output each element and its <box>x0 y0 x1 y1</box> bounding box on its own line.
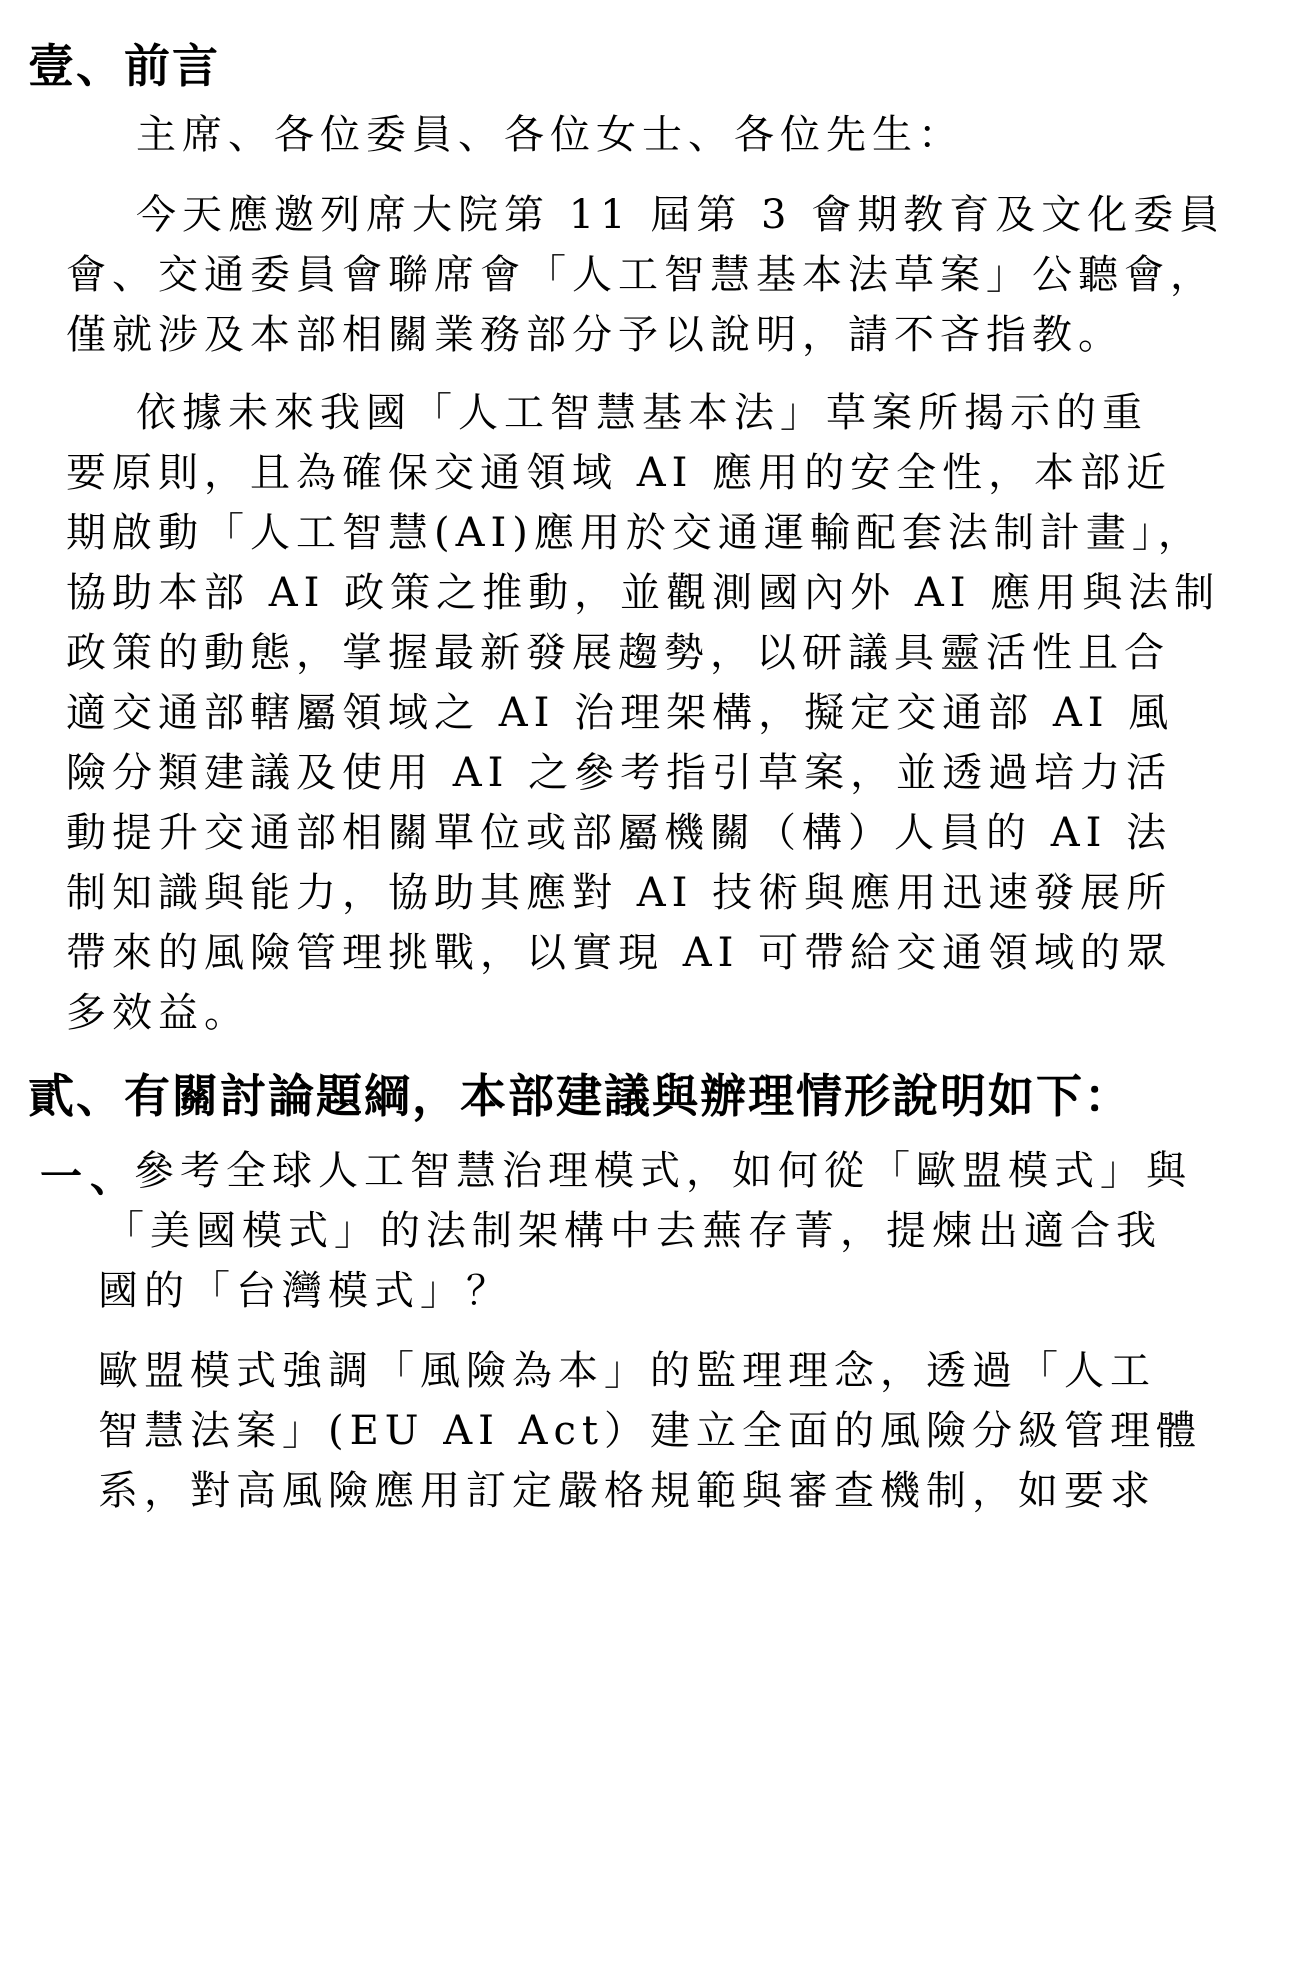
paragraph-line: 期啟動「人工智慧(AI)應用於交通運輸配套法制計畫」， <box>66 510 1204 556</box>
paragraph-line: 適交通部轄屬領域之 AI 治理架構，擬定交通部 AI 風 <box>66 690 1175 736</box>
item-question-line: 參考全球人工智慧治理模式，如何從「歐盟模式」與 <box>134 1148 1192 1194</box>
item-answer-line: 系，對高風險應用訂定嚴格規範與審查機制，如要求 <box>98 1468 1156 1514</box>
paragraph-line: 要原則，且為確保交通領域 AI 應用的安全性，本部近 <box>66 450 1173 496</box>
item-answer-line: 歐盟模式強調「風險為本」的監理理念，透過「人工 <box>98 1348 1156 1394</box>
section-2-heading: 貳、有關討論題綱，本部建議與辦理情形說明如下： <box>28 1069 1132 1123</box>
paragraph-line: 僅就涉及本部相關業務部分予以說明，請不吝指教。 <box>66 312 1124 358</box>
item-question-line: 國的「台灣模式」？ <box>98 1268 512 1314</box>
section-1-heading: 壹、前言 <box>28 39 220 93</box>
item-answer-line: 智慧法案」(EU AI Act）建立全面的風險分級管理體 <box>98 1408 1202 1454</box>
item-question-line: 「美國模式」的法制架構中去蕪存菁，提煉出適合我 <box>104 1208 1162 1254</box>
paragraph-line: 險分類建議及使用 AI 之參考指引草案，並透過培力活 <box>66 750 1173 796</box>
paragraph-line: 會、交通委員會聯席會「人工智慧基本法草案」公聽會， <box>66 252 1216 298</box>
paragraph-line: 動提升交通部相關單位或部屬機關（構）人員的 AI 法 <box>66 810 1173 856</box>
paragraph-line: 協助本部 AI 政策之推動，並觀測國內外 AI 應用與法制 <box>66 570 1221 616</box>
salutation: 主席、各位委員、各位女士、各位先生： <box>136 112 964 158</box>
item-number: 一、 <box>40 1152 141 1201</box>
paragraph-line: 政策的動態，掌握最新發展趨勢，以研議具靈活性且合 <box>66 630 1170 676</box>
paragraph-line: 帶來的風險管理挑戰，以實現 AI 可帶給交通領域的眾 <box>66 930 1173 976</box>
paragraph-line: 多效益。 <box>66 990 250 1036</box>
paragraph-line: 今天應邀列席大院第 11 屆第 3 會期教育及文化委員 <box>136 192 1226 238</box>
paragraph-line: 依據未來我國「人工智慧基本法」草案所揭示的重 <box>136 390 1148 436</box>
paragraph-line: 制知識與能力，協助其應對 AI 技術與應用迅速發展所 <box>66 870 1173 916</box>
